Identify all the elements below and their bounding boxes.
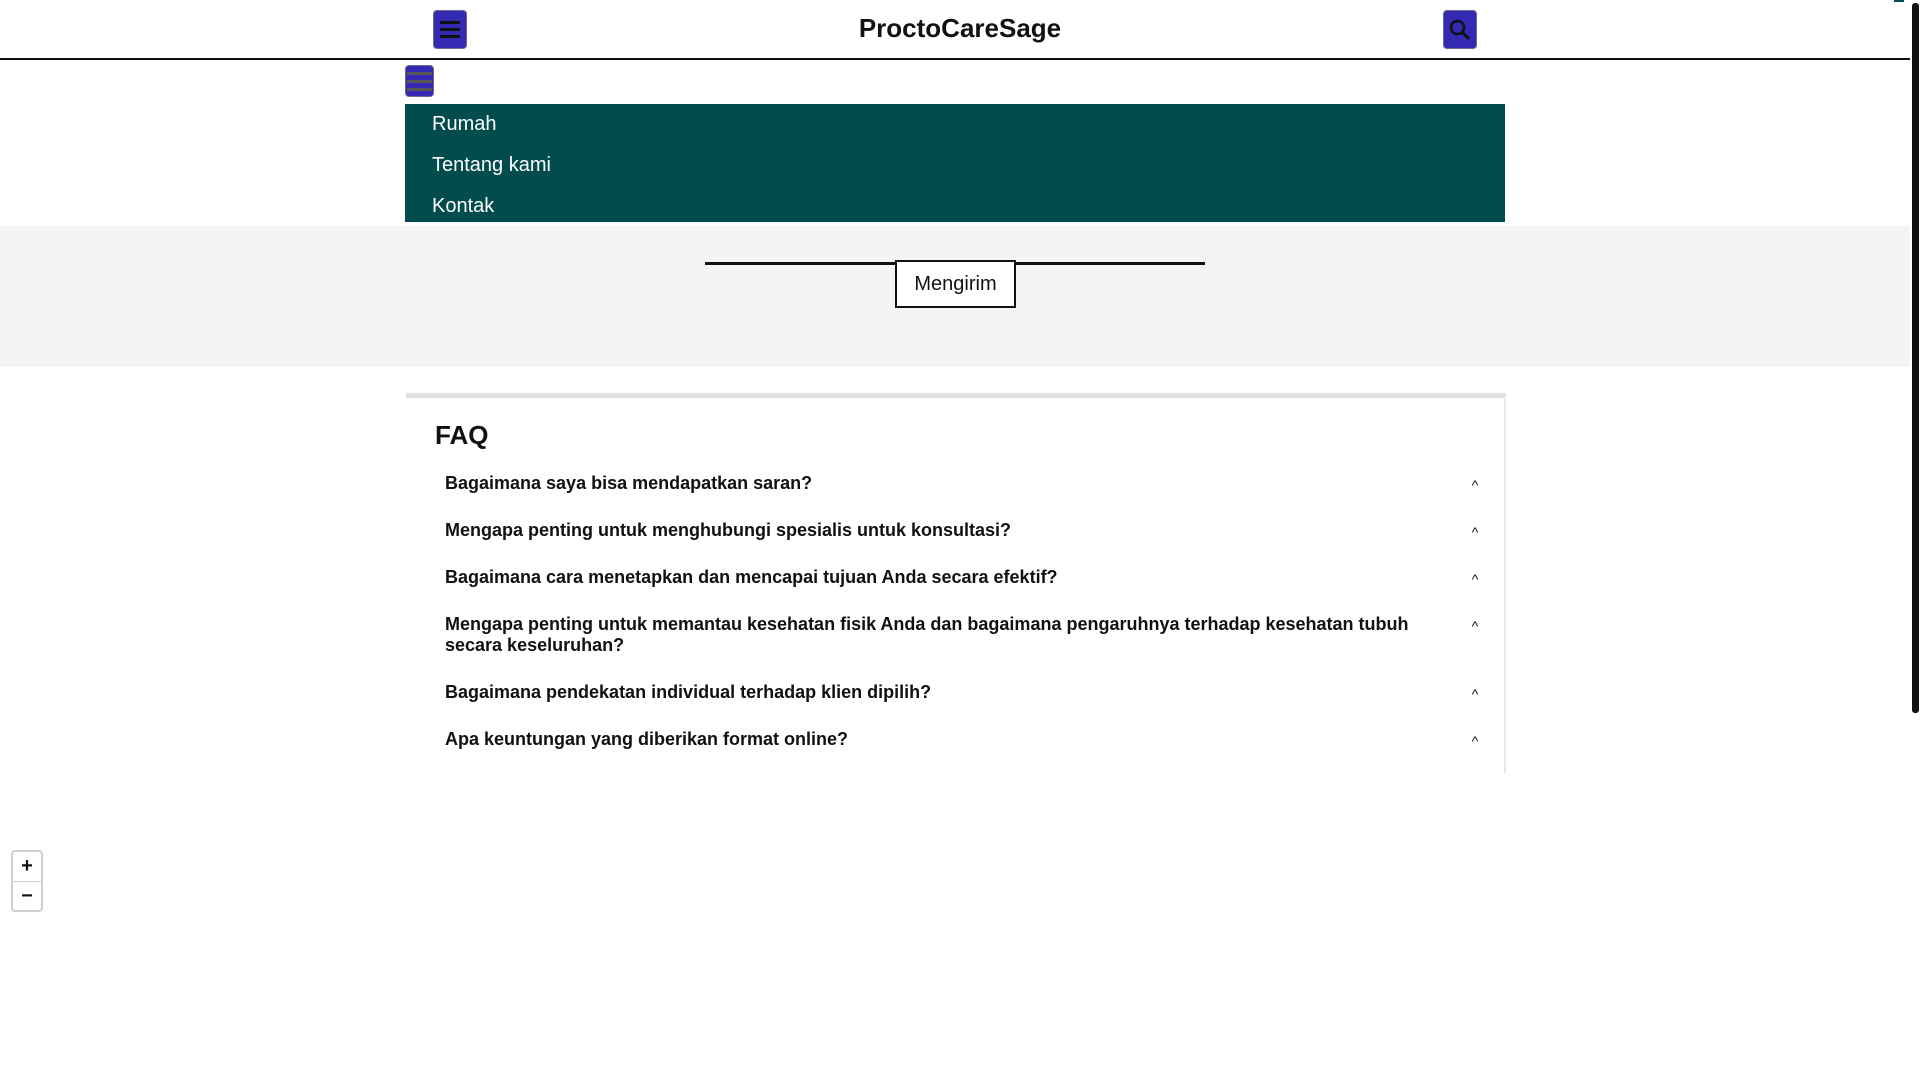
nav-toggle-button[interactable] bbox=[405, 65, 434, 97]
zoom-out-button[interactable]: − bbox=[13, 881, 41, 910]
site-title: ProctoCareSage bbox=[858, 13, 1062, 43]
search-button[interactable] bbox=[1443, 10, 1477, 49]
nav-menu bbox=[405, 104, 1505, 222]
faq-item[interactable] bbox=[445, 682, 1485, 705]
site-header bbox=[0, 0, 1910, 60]
faq-question: Bagaimana cara menetapkan dan mencapai tujuan Anda secara efektif? bbox=[445, 567, 1058, 587]
faq-question: Bagaimana pendekatan individual terhadap klien dipilih? bbox=[445, 682, 932, 702]
faq-item[interactable] bbox=[445, 473, 1485, 496]
map-zoom-control bbox=[11, 850, 43, 912]
faq-item[interactable] bbox=[445, 520, 1485, 543]
faq-item[interactable] bbox=[445, 567, 1485, 590]
faq-section bbox=[406, 393, 1506, 773]
chevron-up-icon: ^ bbox=[1471, 571, 1479, 587]
chevron-up-icon: ^ bbox=[1471, 524, 1479, 540]
corner-mark bbox=[1894, 0, 1904, 2]
faq-title: FAQ bbox=[435, 420, 489, 450]
chevron-up-icon: ^ bbox=[1471, 733, 1479, 749]
faq-item[interactable] bbox=[445, 729, 1485, 752]
hamburger-icon-bar bbox=[407, 72, 432, 75]
chevron-up-icon: ^ bbox=[1471, 618, 1479, 634]
chevron-up-icon: ^ bbox=[1471, 477, 1479, 493]
faq-item[interactable] bbox=[445, 614, 1485, 656]
search-icon bbox=[1448, 18, 1472, 42]
faq-question: Apa keuntungan yang diberikan format online? bbox=[445, 729, 849, 749]
nav-item-rumah[interactable]: Rumah bbox=[432, 113, 497, 135]
nav-item-kontak[interactable]: Kontak bbox=[432, 195, 495, 217]
page-scrollbar[interactable] bbox=[1912, 3, 1919, 713]
zoom-in-button[interactable]: + bbox=[21, 855, 33, 877]
faq-question: Bagaimana saya bisa mendapatkan saran? bbox=[445, 473, 813, 493]
faq-question: Mengapa penting untuk menghubungi spesialis untuk konsultasi? bbox=[445, 520, 1012, 540]
hamburger-icon-bar bbox=[407, 88, 432, 91]
faq-question: Mengapa penting untuk memantau kesehatan fisik Anda dan bagaimana pengaruhnya terhadap kesehatan tubuh secara keseluruhan? bbox=[445, 614, 1409, 655]
subscribe-form bbox=[0, 226, 1910, 367]
submit-button[interactable]: Mengirim bbox=[895, 260, 1016, 308]
chevron-up-icon: ^ bbox=[1471, 686, 1479, 702]
nav-item-tentang-kami[interactable]: Tentang kami bbox=[432, 154, 551, 176]
hamburger-icon-bar bbox=[407, 80, 432, 83]
